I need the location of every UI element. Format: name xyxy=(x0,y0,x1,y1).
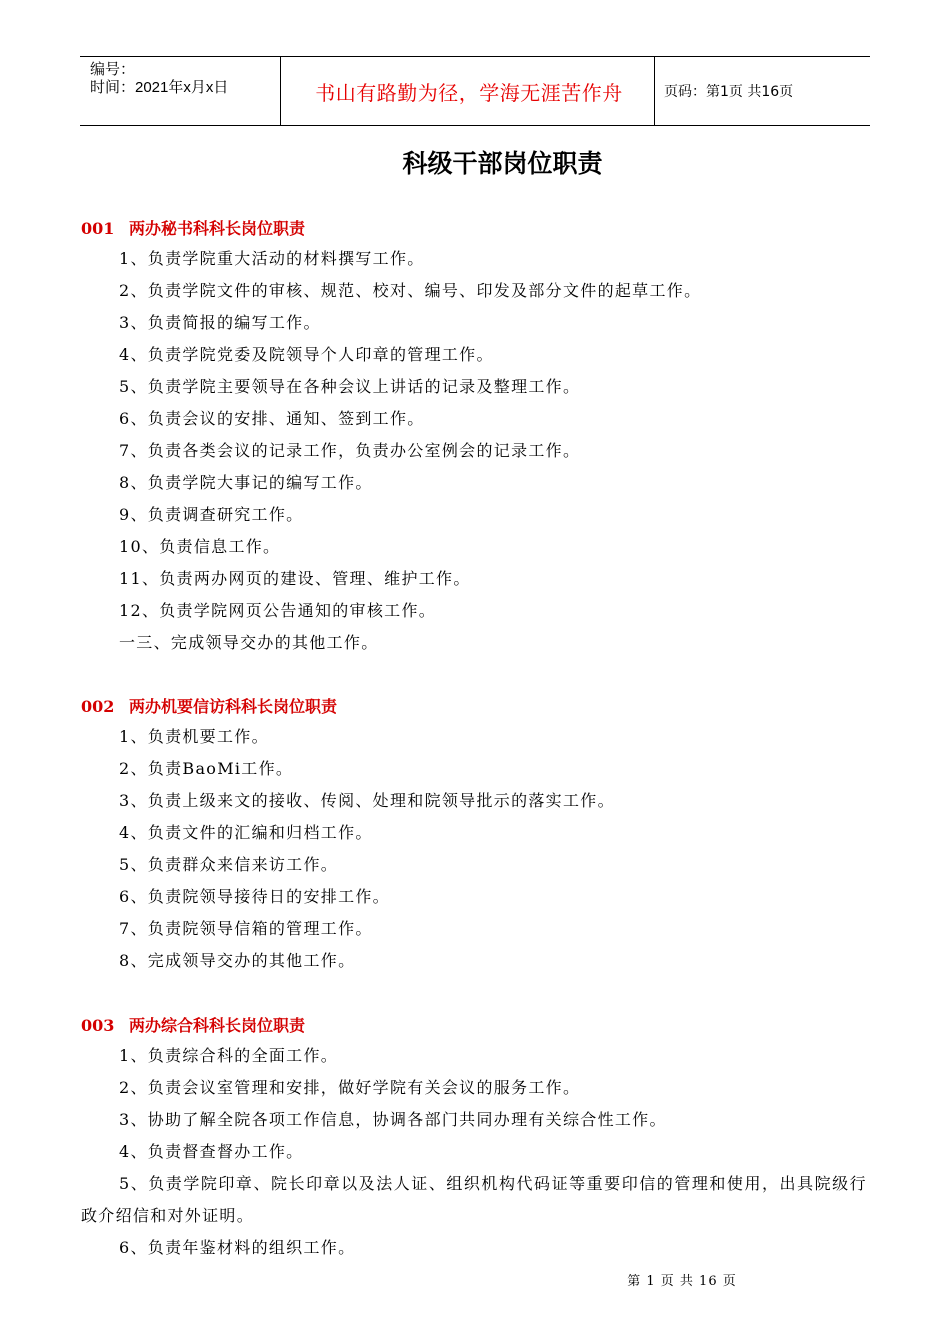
section-title: 两办综合科科长岗位职责 xyxy=(129,1016,306,1035)
header-motto: 书山有路勤为径，学海无涯苦作舟 xyxy=(315,80,623,105)
list-item: 2、负责BaoMi工作。 xyxy=(119,759,294,778)
list-item: 4、负责学院党委及院领导个人印章的管理工作。 xyxy=(119,345,494,364)
section-title: 两办机要信访科科长岗位职责 xyxy=(129,697,338,716)
list-item: 7、负责院领导信箱的管理工作。 xyxy=(119,919,373,938)
list-item: 5、负责学院主要领导在各种会议上讲话的记录及整理工作。 xyxy=(119,377,581,396)
list-item: 2、负责学院文件的审核、规范、校对、编号、印发及部分文件的起草工作。 xyxy=(119,281,702,300)
section-003 xyxy=(81,1012,881,1264)
header-page-label: 页码：第1页 共16页 xyxy=(664,84,794,100)
section-number: 001 xyxy=(81,219,115,238)
list-item: 3、负责上级来文的接收、传阅、处理和院领导批示的落实工作。 xyxy=(119,791,615,810)
list-item: 3、负责简报的编写工作。 xyxy=(119,313,321,332)
list-item: 12、负责学院网页公告通知的审核工作。 xyxy=(119,601,437,620)
section-heading xyxy=(81,215,881,243)
list-item: 6、负责会议的安排、通知、签到工作。 xyxy=(119,409,425,428)
list-item: 1、负责综合科的全面工作。 xyxy=(119,1046,339,1065)
section-number: 002 xyxy=(81,697,115,716)
section-title: 两办秘书科科长岗位职责 xyxy=(129,219,306,238)
list-item: 7、负责各类会议的记录工作，负责办公室例会的记录工作。 xyxy=(119,441,581,460)
list-item: 5、负责学院印章、院长印章以及法人证、组织机构代码证等重要印信的管理和使用，出具院级行政介绍信和对外证明。 xyxy=(81,1174,867,1225)
document-title: 科级干部岗位职责 xyxy=(402,149,603,178)
section-heading xyxy=(81,1012,881,1040)
section-heading xyxy=(81,693,881,721)
section-number: 003 xyxy=(81,1016,115,1035)
header-meta xyxy=(90,61,280,97)
list-item: 10、负责信息工作。 xyxy=(119,537,281,556)
list-item: 3、协助了解全院各项工作信息，协调各部门共同办理有关综合性工作。 xyxy=(119,1110,667,1129)
list-item: 5、负责群众来信来访工作。 xyxy=(119,855,339,874)
time-label: 时间：2021年x月x日 xyxy=(90,79,229,96)
list-item: 9、负责调查研究工作。 xyxy=(119,505,304,524)
list-item: 6、负责院领导接待日的安排工作。 xyxy=(119,887,390,906)
list-item: 8、完成领导交办的其他工作。 xyxy=(119,951,356,970)
section-002 xyxy=(81,693,881,977)
header-table xyxy=(80,56,870,126)
list-item: 4、负责督查督办工作。 xyxy=(119,1142,304,1161)
list-item: 6、负责年鉴材料的组织工作。 xyxy=(119,1238,356,1257)
list-item: 2、负责会议室管理和安排，做好学院有关会议的服务工作。 xyxy=(119,1078,581,1097)
list-item: 11、负责两办网页的建设、管理、维护工作。 xyxy=(119,569,471,588)
serial-label: 编号： xyxy=(90,61,136,78)
page-footer: 第 1 页 共 16 页 xyxy=(627,1274,737,1289)
list-item: 1、负责学院重大活动的材料撰写工作。 xyxy=(119,249,425,268)
section-001 xyxy=(81,215,881,659)
list-item: 1、负责机要工作。 xyxy=(119,727,269,746)
list-item: 4、负责文件的汇编和归档工作。 xyxy=(119,823,373,842)
list-item: 8、负责学院大事记的编写工作。 xyxy=(119,473,373,492)
list-item: 一三、完成领导交办的其他工作。 xyxy=(119,633,379,652)
header-divider xyxy=(280,57,281,125)
